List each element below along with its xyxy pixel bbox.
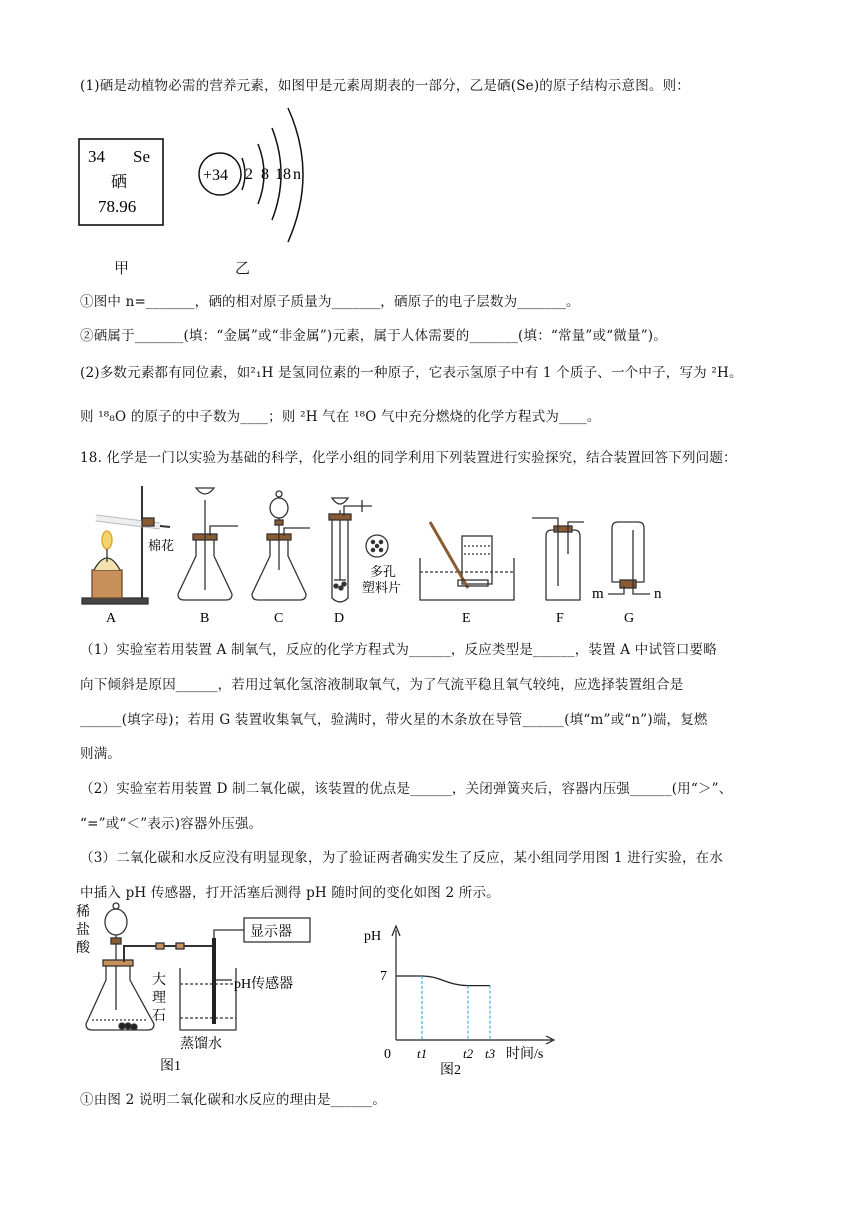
label-porous-2: 塑料片 [362,580,402,595]
origin-label: 0 [384,1047,391,1062]
q18-stem: 18. 化学是一门以实验为基础的科学，化学小组的同学利用下列装置进行实验探究，结合装置回答下列问题： [80,450,737,466]
sensor-label: pH传感器 [234,977,294,992]
apparatus-e [420,522,514,600]
q17-question-2: ②硒属于_______(填：“金属”或“非金属”)元素，属于人体需要的_______(填：“常量”或“微量”)。 [80,328,667,344]
y-axis-label: pH [364,929,382,944]
figure-1-caption: 图1 [160,1059,181,1074]
apparatus-label-f: F [556,611,564,626]
ph-curve [396,976,490,986]
q17-part1: (1)硒是动植物必需的营养元素，如图甲是元素周期表的一部分，乙是硒(Se)的原子结构示意图。则： [80,78,690,94]
apparatus-g [608,522,650,594]
water-label: 蒸馏水 [180,1037,222,1052]
label-jia: 甲 [114,259,130,277]
apparatus-label-b: B [200,611,210,626]
figure-1-setup [76,900,326,1080]
apparatus-label-g: G [624,611,635,626]
x-tick-t3: t3 [485,1046,496,1061]
element-symbol: Se [133,147,150,166]
nucleus-charge: +34 [203,167,229,184]
q18-p1-line4: 则满。 [80,746,122,762]
figure-2-caption: 图2 [440,1063,461,1078]
label-yi: 乙 [235,259,251,277]
element-box-figure [78,132,178,228]
marble-label-1: 大 [152,973,166,988]
q18-p2-line2: “=”或“＜”表示)容器外压强。 [80,816,263,832]
shell-2-count: 8 [261,166,269,183]
apparatus-figure [78,476,678,626]
label-n: n [654,586,662,602]
q18-p1-line2: 向下倾斜是原因______，若用过氧化氢溶液制取氧气，为了气流平稳且氧气较纯，应选择装置组合是 [80,677,684,693]
q17-question-1: ①图中 n=_______，硒的相对原子质量为_______，硒原子的电子层数为_______。 [80,294,580,310]
q18-p3-line1: （3）二氧化碳和水反应没有明显现象，为了验证两者确实发生了反应，某小组同学用图 1 进行实验，在水 [80,850,724,866]
atomic-mass: 78.96 [98,197,137,216]
display-label: 显示器 [250,925,292,940]
acid-label-1: 稀 [76,905,90,920]
q18-p2-line1: （2）实验室若用装置 D 制二氧化碳，该装置的优点是______，关闭弹簧夹后，容器内压强______(用“＞”、 [80,781,733,797]
apparatus-label-d: D [334,611,345,626]
x-tick-t1: t1 [417,1046,428,1061]
apparatus-label-e: E [462,611,471,626]
figure-2-chart [356,920,556,1080]
y-tick-7: 7 [380,969,387,984]
acid-label-3: 酸 [76,941,90,956]
acid-label-2: 盐 [76,923,90,938]
q18-p1-line3: ______(填字母)；若用 G 装置收集氧气，验满时，带火星的木条放在导管______(填“m”或“n”)端，复燃 [80,712,708,728]
label-m: m [592,586,604,602]
q17-part2-a: (2)多数元素都有同位素，如²₁H 是氢同位素的一种原子，它表示氢原子中有 1 个质子、一个中子，写为 ²H。 [80,365,743,381]
atomic-number: 34 [88,147,105,166]
shell-4-count: n [293,166,301,183]
marble-label-2: 理 [152,991,166,1006]
x-tick-t2: t2 [463,1046,474,1061]
q18-last-question: ①由图 2 说明二氧化碳和水反应的理由是______。 [80,1092,387,1108]
q18-p1-line1: （1）实验室若用装置 A 制氧气，反应的化学方程式为______，反应类型是______，装置 A 中试管口要略 [80,642,717,658]
x-axis-label: 时间/s [506,1047,544,1062]
label-porous-1: 多孔 [370,564,397,579]
apparatus-c [252,491,310,600]
q17-part2-b: 则 ¹⁸₈O 的原子的中子数为____；则 ²H 气在 ¹⁸O 气中充分燃烧的化学方程式为____。 [80,409,601,425]
apparatus-f [532,518,584,600]
marble-label-3: 石 [152,1009,166,1024]
apparatus-label-a: A [106,611,117,626]
shell-1-count: 2 [245,166,253,183]
label-cotton: 棉花 [148,538,175,553]
element-name: 硒 [111,174,128,191]
apparatus-b [178,488,238,600]
shell-3-count: 18 [275,166,291,183]
atom-structure-figure [196,100,326,250]
apparatus-label-c: C [274,611,284,626]
q18-p3-line2: 中插入 pH 传感器，打开活塞后测得 pH 随时间的变化如图 2 所示。 [80,885,500,901]
